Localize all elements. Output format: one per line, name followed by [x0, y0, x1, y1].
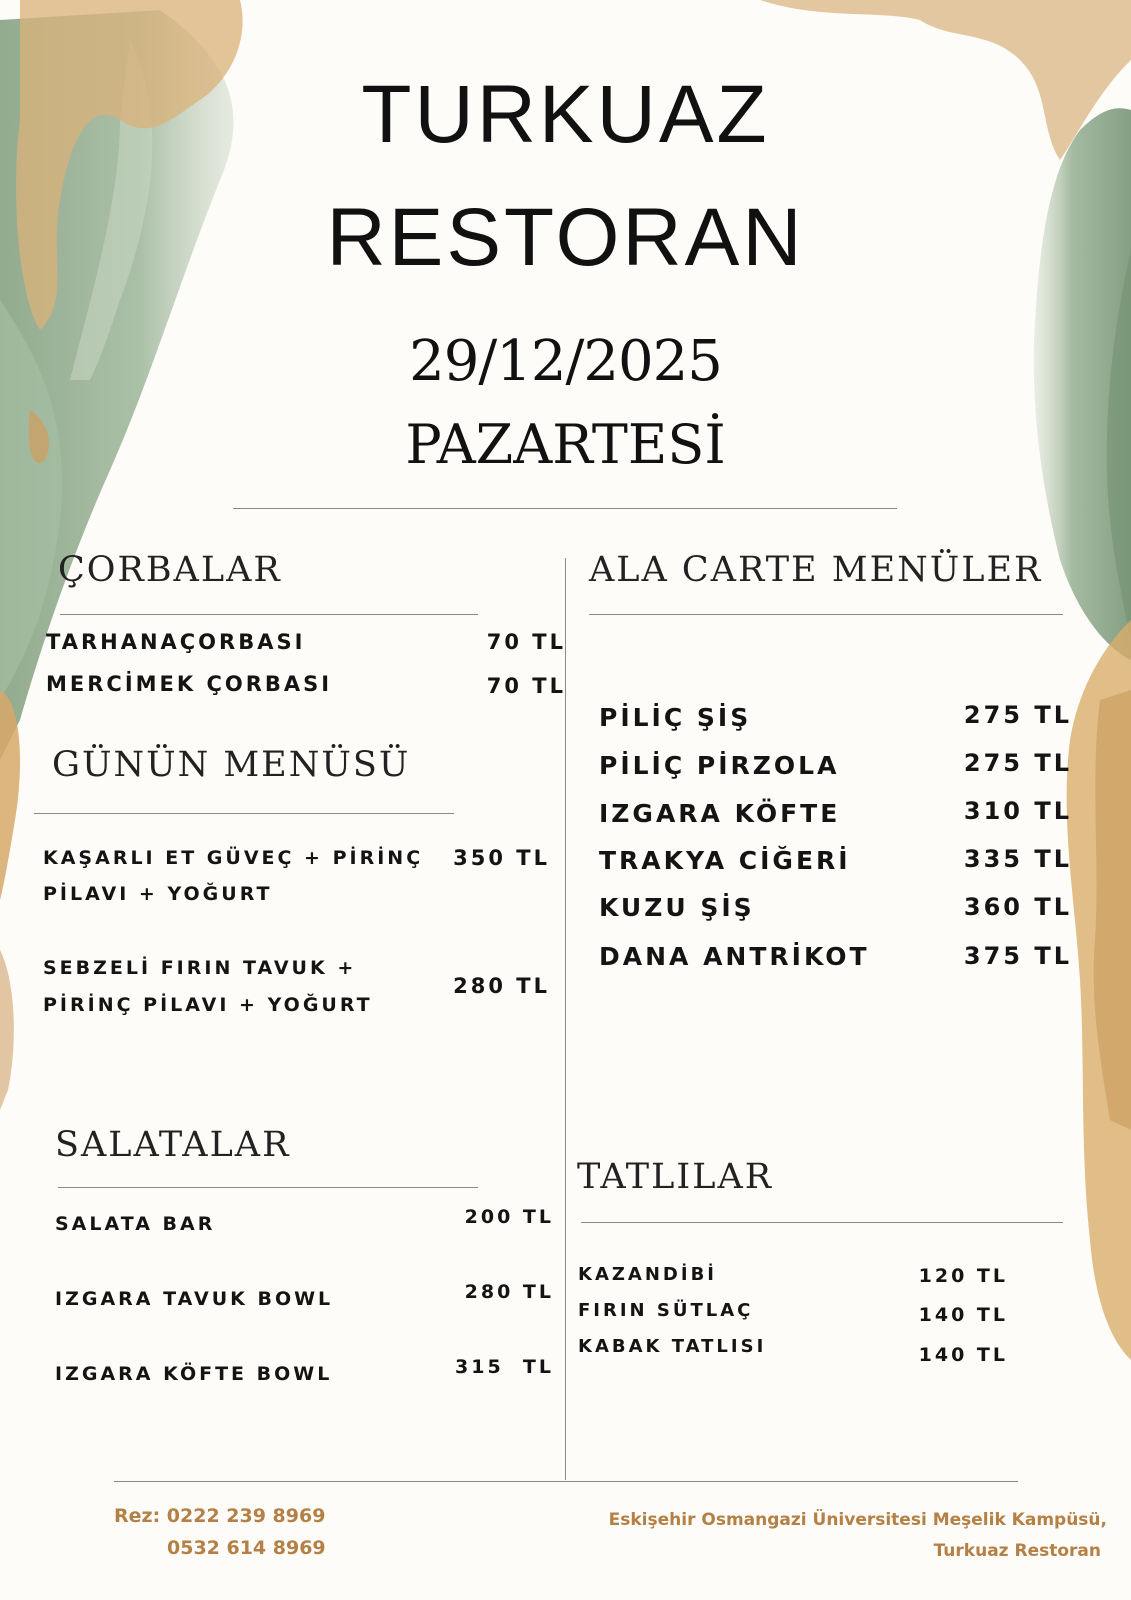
footer-divider: [114, 1481, 1018, 1482]
address-line-2: Turkuaz Restoran: [933, 1541, 1101, 1561]
section-divider: [581, 1222, 1063, 1223]
menu-date: 29/12/2025: [409, 329, 722, 394]
menu-item-price: 280 TL: [453, 974, 550, 998]
menu-item-price: 200 TL: [464, 1206, 554, 1228]
restaurant-name-line1: TURKUAZ: [361, 69, 770, 160]
section-divider: [58, 1187, 478, 1188]
section-divider: [589, 614, 1063, 615]
menu-item-name: IZGARA KÖFTE BOWL: [55, 1363, 333, 1385]
menu-item-price: 315 TL: [455, 1356, 554, 1378]
menu-item-price: 375 TL: [963, 942, 1072, 970]
menu-item-name: KUZU ŞİŞ: [599, 893, 755, 922]
section-divider: [60, 614, 478, 615]
menu-item-name: PİLİÇ PİRZOLA: [599, 751, 840, 780]
menu-item-price: 280 TL: [464, 1281, 554, 1303]
menu-item-name: TARHANAÇORBASI: [46, 630, 306, 654]
reservation-phone-2: 0532 614 8969: [167, 1537, 326, 1559]
header-divider: [233, 508, 897, 509]
menu-item-price: 350 TL: [453, 846, 550, 870]
section-divider: [34, 813, 454, 814]
restaurant-name-line2: RESTORAN: [326, 192, 805, 283]
menu-item-price: 275 TL: [963, 701, 1072, 729]
menu-item-price: 275 TL: [963, 749, 1072, 777]
menu-item-name: DANA ANTRİKOT: [599, 942, 870, 971]
section-heading-salatalar: SALATALAR: [55, 1125, 291, 1165]
menu-item-name-line2: PİLAVI + YOĞURT: [43, 883, 273, 905]
menu-item-price: 70 TL: [486, 674, 566, 698]
address-line-1: Eskişehir Osmangazi Üniversitesi Meşelik Kampüsü,: [608, 1510, 1107, 1530]
menu-day: PAZARTESİ: [405, 413, 726, 476]
section-heading-gunun-menusu: GÜNÜN MENÜSÜ: [52, 745, 411, 785]
menu-item-name-line2: PİRİNÇ PİLAVI + YOĞURT: [43, 994, 373, 1016]
menu-item-name: FIRIN SÜTLAÇ: [578, 1300, 754, 1321]
menu-item-name: IZGARA TAVUK BOWL: [55, 1288, 334, 1310]
menu-item-price: 360 TL: [963, 893, 1072, 921]
menu-item-name: KABAK TATLISI: [578, 1336, 767, 1357]
menu-item-name: MERCİMEK ÇORBASI: [46, 672, 333, 696]
menu-item-name: KAZANDİBİ: [578, 1264, 717, 1285]
menu-item-name-line1: SEBZELİ FIRIN TAVUK +: [43, 957, 357, 979]
menu-item-name: SALATA BAR: [55, 1213, 216, 1235]
section-heading-ala-carte: ALA CARTE MENÜLER: [589, 550, 1043, 590]
menu-item-price: 70 TL: [486, 630, 566, 654]
menu-item-price: 310 TL: [963, 797, 1072, 825]
menu-item-price: 335 TL: [963, 845, 1072, 873]
section-heading-tatlilar: TATLILAR: [577, 1157, 774, 1197]
section-heading-corbalar: ÇORBALAR: [58, 550, 282, 590]
menu-item-name: PİLİÇ ŞİŞ: [599, 703, 752, 732]
menu-item-name: TRAKYA CİĞERİ: [599, 846, 851, 875]
reservation-phone-1: Rez: 0222 239 8969: [114, 1505, 326, 1527]
menu-item-price: 120 TL: [918, 1265, 1008, 1287]
menu-item-name-line1: KAŞARLI ET GÜVEÇ + PİRİNÇ: [43, 847, 424, 869]
menu-item-name: IZGARA KÖFTE: [599, 799, 841, 828]
menu-item-price: 140 TL: [918, 1304, 1008, 1326]
menu-item-price: 140 TL: [918, 1344, 1008, 1366]
